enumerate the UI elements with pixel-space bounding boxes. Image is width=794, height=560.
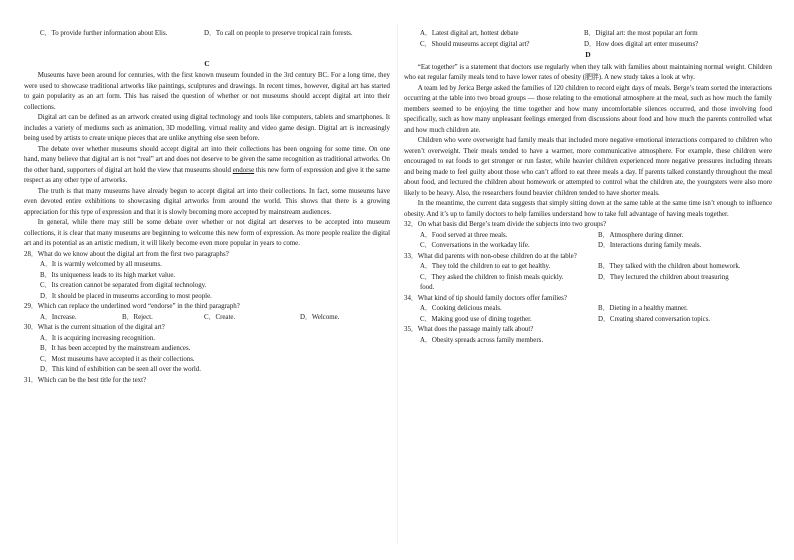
prev-question-options [24,29,390,40]
question-32 [404,220,772,252]
q31-options-row-1 [404,29,772,40]
passage-c-paragraph-4: The truth is that many museums have already begun to accept digital art into their collections. In fact, some museums have even devoted entire exhibitions to showcasing digital artworks from around the world. This shows that there is a growing appreciation for this type of expression and that it is slowly becoming more accepted by mainstream audiences. [24,187,390,216]
option-d: D．It should be placed in museums according to most people. [40,292,212,300]
option-d: D．This kind of exhibition can be seen all over the world. [40,366,201,373]
options-row [404,241,772,252]
options-row [404,262,772,273]
option-b: B．It has been accepted by the mainstream audiences. [40,345,191,352]
option-a: A．It is acquiring increasing recognition. [40,334,156,342]
question-28 [24,250,390,303]
option-c: C．They asked the children to finish meals quickly. [420,273,564,281]
question-stem: 28．What do we know about the digital art from the first two paragraphs? [24,250,229,258]
option-a: A．Cooking delicious meals. [420,305,502,312]
options-row [404,304,772,315]
option-c: C．Should museums accept digital art? [420,40,530,48]
question-30 [24,323,390,376]
question-stem: 31．Which can be the best title for the text? [24,376,147,384]
option-b: B．Its uniqueness leads to its high market value. [40,271,176,279]
option-b: B．Reject. [122,313,153,321]
underlined-word: endorse [232,166,255,174]
option-a: A．It is warmly welcomed by all museums. [40,261,162,268]
q31-options-row-2 [404,40,772,51]
passage-c-title: C [204,58,210,68]
passage-d-paragraph-1: “Eat together” is a statement that doctors use regularly when they talk with families about maintaining normal weight. Children who eat regular family meals tend to have lower rates of obesity (肥胖). A new study takes a look at why. [404,63,772,81]
option-c: C．Its creation cannot be separated from digital technology. [40,282,207,289]
option-d-continued: food. [420,284,435,291]
passage-d-paragraph-2: A team led by Jerica Berge asked the families of 120 children to record eight days of meals. Berge’s team sorted the interactions occurring at the table into two broad groups — those relating to the emotional atmosphere at the meal, such as how much the family members seemed to be enjoying the time together and how many uncomfortable silences occurred, and those involving food specifically, such as how many unpleasant feelings emerged from discussions about food and how much the parents controlled what and how much children ate. [404,84,772,134]
passage-c-paragraph-5: In general, while there may still be some debate over whether or not digital art deserves to be accepted into museum collections, it is clear that many museums are beginning to welcome this new form of expression. As more people realize the digital art and its potential as an artistic medium, it will likely become even more popular in years to come. [24,219,390,247]
passage-d-title: D [585,50,591,59]
option-c: C．To provide further information about Elis. [40,30,168,37]
question-31 [24,376,390,387]
option-d: D．Creating shared conversation topics. [598,315,711,323]
options-row [404,315,772,326]
option-b: B．Atmosphere during dinner. [598,231,684,239]
option-d: D．Welcome. [300,313,340,321]
option-a: A．Obesity spreads across family members. [420,336,544,344]
option-d: D．Interactions during family meals. [598,242,702,249]
passage-d-paragraph-4: In the meantime, the current data suggests that simply sitting down at the same table at the same time isn’t enough to influence obesity. And it’s up to family doctors to help families understand how to take full advantage of having meals together. [404,200,772,218]
option-c: C．Create. [204,313,236,321]
option-b: B．Digital art: the most popular art form [584,30,698,37]
right-column [404,29,772,346]
option-a: A．Latest digital art, hottest debate [420,30,519,37]
options-row [404,231,772,242]
option-d: D．They lectured the children about treasuring [598,273,729,281]
option-c: C．Conversations in the workaday life. [420,242,530,249]
option-a: A．They told the children to eat to get healthy. [420,263,551,270]
option-b: B．Dieting in a healthy manner. [598,305,688,312]
option-c: C．Making good use of dining together. [420,315,532,323]
question-34 [404,294,772,326]
passage-c-paragraph-2: Digital art can be defined as an artwork created using digital technology and tools like computers, tablets and smartphones. It includes a variety of mediums such as animation, 3D modelling, virtual reality and video game design. Digital art is increasingly being used by artists to create unique pieces that are unlike anything else seen before. [24,114,390,142]
option-a: A．Increase. [40,313,77,321]
option-b: B．They talked with the children about homework. [598,263,741,270]
option-c: C．Most museums have accepted it as their collections. [40,355,195,363]
passage-c-paragraph-3: The debate over whether museums should accept digital art into their collections has been ongoing for some time. On one hand, many believe that digital art is not “real” art and does not deserve to be given the same recognition as traditional artworks. On the other hand, supporters of digital art hold the view that museums should endorse this new form of expression and give it the same respect as any other type of artworks. [24,145,390,184]
options-row [24,313,390,324]
left-column [24,29,390,386]
question-29 [24,302,390,323]
column-divider [397,24,398,544]
option-d: D．To call on people to preserve tropical rain forests. [204,30,353,37]
question-stem: 34．What kind of tip should family doctors offer families? [404,294,567,302]
question-stem: 29．Which can replace the underlined word “endorse” in the third paragraph? [24,303,240,310]
question-stem: 33．What did parents with non-obese children do at the table? [404,252,577,260]
question-stem: 35．What does the passage mainly talk about? [404,326,534,333]
passage-d-paragraph-3: Children who were overweight had family meals that included more negative emotional interactions compared to children who weren’t overweight. Their meals tended to have a warmer, more communicative atmosphere. For example, these children were encouraged to eat foods to get stronger or run faster, while heavier children experienced more negative pressures including threats and being made to feel guilty about those who can’t afford to eat three meals a day. If parents talked constantly throughout the meal about food, and lectured the children about homework or attempted to control what the children ate, the youngsters were also more likely to be heavy. Also, the researchers found heavier children tended to have shorter meals. [404,137,772,197]
question-35 [404,325,772,346]
passage-c-paragraph-1: Museums have been around for centuries, with the first known museum founded in the 3rd century BC. For a long time, they were used to showcase traditional artworks like paintings, sculptures and drawings. In recent times, however, digital art has started to gain popularity as an art form. This has raised the question of whether or not museums should accept digital art into their collections. [24,72,390,111]
question-stem: 30．What is the current situation of the digital art? [24,324,165,331]
option-d: D．How does digital art enter museums? [584,40,699,48]
options-row [404,273,772,284]
question-33 [404,252,772,294]
question-stem: 32．On what basis did Berge’s team divide the subjects into two groups? [404,221,607,228]
option-a: A．Food served at three meals. [420,231,508,239]
